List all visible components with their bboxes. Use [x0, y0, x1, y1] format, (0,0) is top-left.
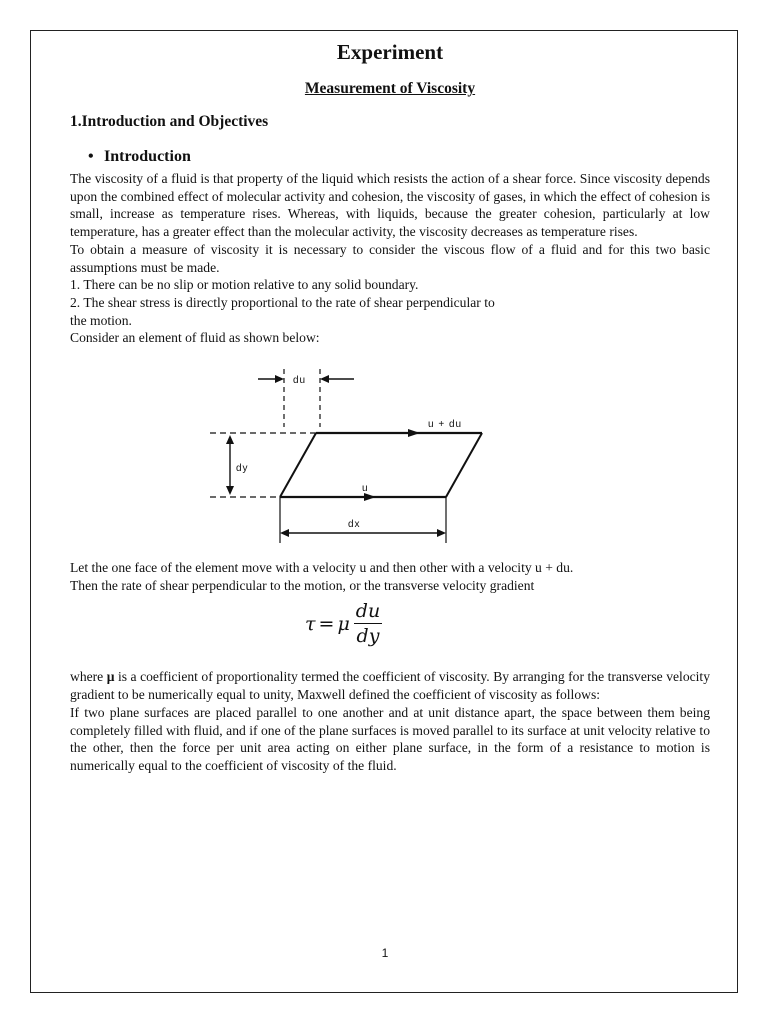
page-number: 1 — [381, 946, 389, 960]
u-plus-du-label: u + du — [428, 419, 463, 431]
section-heading: 1.Introduction and Objectives — [70, 113, 269, 130]
top-velocity-arrowhead — [408, 429, 420, 437]
formula-equals: = — [318, 612, 335, 635]
dx-arrowhead-left — [280, 529, 289, 537]
assumption-2-line-2: the motion. — [70, 312, 132, 328]
page-content — [70, 39, 710, 775]
bullet-heading — [88, 147, 710, 167]
viscosity-formula — [70, 594, 710, 668]
assumption-2-line-1: 2. The shear stress is directly proportional to the rate of shear perpendicular to — [70, 294, 495, 310]
dy-arrowhead-top — [226, 435, 234, 444]
bullet-icon: • — [88, 148, 94, 165]
formula-mu: μ — [337, 612, 350, 635]
gradient-sentence: Then the rate of shear perpendicular to the motion, or the transverse velocity gradient — [70, 577, 535, 593]
formula-denominator: dy — [356, 625, 380, 648]
page-title: Experiment — [336, 40, 444, 64]
formula-numerator: du — [355, 600, 381, 623]
du-label: du — [293, 375, 307, 387]
formula-tau: τ — [305, 612, 316, 635]
figure-intro: Consider an element of fluid as shown below: — [70, 330, 320, 346]
u-label: u — [362, 483, 369, 495]
intro-paragraph: The viscosity of a fluid is that property of the liquid which resists the action of a shear force. Since viscosity depends upon the combined effect of molecular activity and cohesion, the viscosity of gases, in which the effect of cohesion is small, increase as temperature rises. Whereas, with liquids, because the greater cohesion, particularly at low temperature, has a greater effect than the molecular activity, the viscosity decreases as temperature rises. — [70, 171, 710, 240]
dy-arrowhead-bottom — [226, 486, 234, 495]
formula-expression — [305, 600, 382, 647]
where-prefix: where — [70, 669, 104, 685]
du-arrowhead-left — [275, 375, 284, 383]
coefficient-paragraph — [70, 668, 710, 703]
dy-label: dy — [236, 463, 249, 475]
du-arrowhead-right — [320, 375, 329, 383]
bullet-heading-text: Introduction — [104, 148, 191, 165]
fluid-element-diagram — [70, 347, 710, 559]
formula-fraction — [354, 600, 382, 647]
dx-arrowhead-right — [437, 529, 446, 537]
page-subtitle: Measurement of Viscosity — [304, 80, 476, 97]
assumptions-paragraph: To obtain a measure of viscosity it is necessary to consider the viscous flow of a fluid and for this two basic assumptions must be made. — [70, 241, 710, 275]
where-rest: is a coefficient of proportionality termed the coefficient of viscosity. By arranging for the transverse velocity gradient to be numerically equal to unity, Maxwell defined the coefficient of viscosity as follows: — [70, 669, 711, 703]
mu-symbol: μ — [106, 669, 115, 685]
parallelogram-right-side — [446, 433, 482, 497]
dx-label: dx — [348, 519, 361, 531]
parallelogram-left-side — [280, 433, 316, 497]
assumption-1: 1. There can be no slip or motion relative to any solid boundary. — [70, 277, 419, 293]
definition-paragraph: If two plane surfaces are placed parallel to one another and at unit distance apart, the space between them being completely filled with fluid, and if one of the plane surfaces is moved parallel to its surface at unit velocity relative to the other, then the force per unit area acting on either plane surface, in the form of a resistance to motion is numerically equal to the coefficient of viscosity of the fluid. — [70, 704, 710, 773]
velocity-sentence: Let the one face of the element move with a velocity u and then other with a velocity u + du. — [70, 560, 574, 576]
fluid-element-figure — [70, 347, 710, 559]
bottom-velocity-arrowhead — [364, 493, 376, 501]
page-frame — [30, 30, 738, 993]
